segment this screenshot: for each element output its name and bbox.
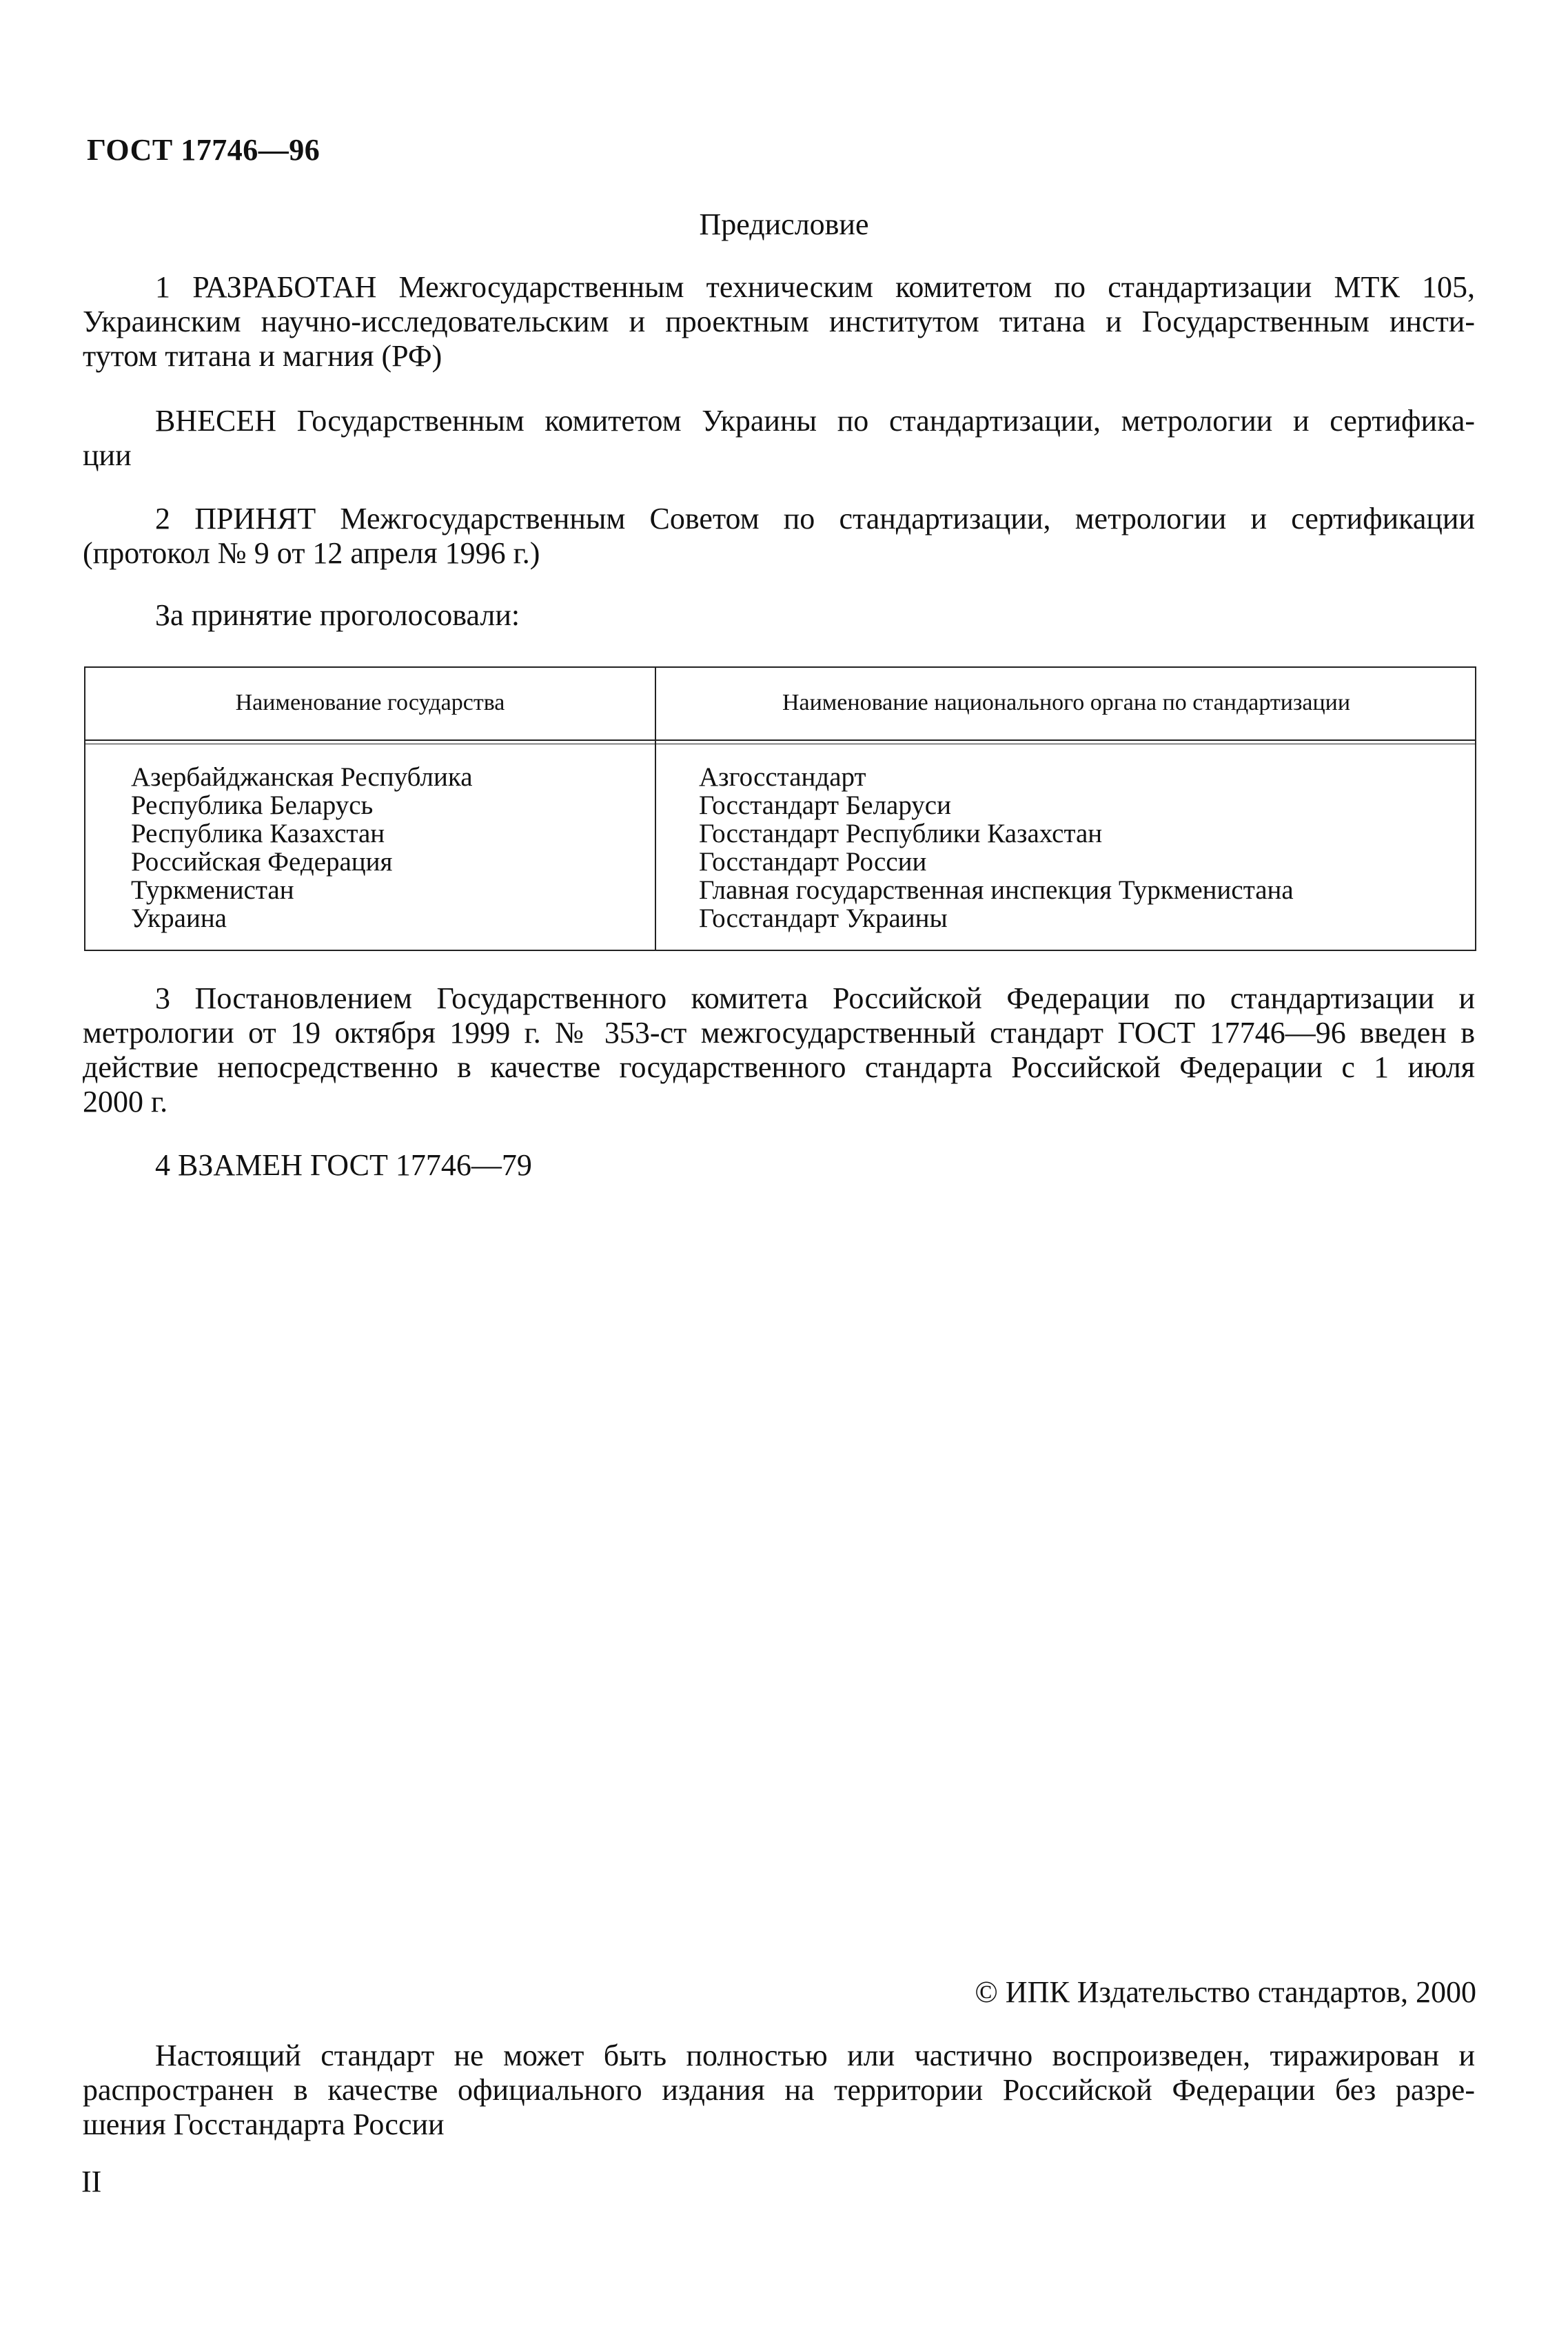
text-line: шения Госстандарта России <box>83 2107 445 2141</box>
state-list <box>131 763 473 932</box>
organ-cell: Главная государственная инспекция Туркменистана <box>699 875 1294 905</box>
text-line: (протокол № 9 от 12 апреля 1996 г.) <box>83 536 540 570</box>
paragraph-developed <box>83 270 1475 374</box>
text-line: За принятие проголосовали: <box>155 598 520 632</box>
organ-cell: Госстандарт Беларуси <box>699 790 951 820</box>
text-line: метрологии от 19 октября 1999 г. № 353-ст межгосударственный стандарт ГОСТ 17746—96 введен в <box>83 1016 1475 1050</box>
text-line: ВНЕСЕН Государственным комитетом Украины по стандартизации, метрологии и сертифика- <box>155 404 1475 438</box>
document-code: ГОСТ 17746—96 <box>87 133 320 167</box>
paragraph-replaces <box>83 1148 1475 1183</box>
voting-table <box>84 666 1476 951</box>
paragraph-adopted <box>83 502 1475 571</box>
page-number: II <box>81 2165 102 2198</box>
paragraph-introduced <box>83 404 1475 473</box>
text-line: ции <box>83 438 132 472</box>
text-line: 1 РАЗРАБОТАН Межгосударственным техническим комитетом по стандартизации МТК 105, <box>155 270 1475 304</box>
state-cell: Украина <box>131 904 227 933</box>
organ-cell: Госстандарт Республики Казахстан <box>699 819 1103 848</box>
text-line: тутом титана и магния (РФ) <box>83 339 442 373</box>
text-line: действие непосредственно в качестве государственного стандарта Российской Федерации с 1 июля <box>83 1050 1475 1084</box>
text-line: 4 ВЗАМЕН ГОСТ 17746—79 <box>155 1148 532 1182</box>
text-line: 2 ПРИНЯТ Межгосударственным Советом по стандартизации, метрологии и сертификации <box>155 502 1475 535</box>
text-line: распространен в качестве официального издания на территории Российской Федерации без разре- <box>83 2073 1475 2107</box>
copyright-notice: © ИПК Издательство стандартов, 2000 <box>975 1975 1476 2009</box>
paragraph-voted <box>83 598 1475 633</box>
text-line: Украинским научно-исследовательским и проектным институтом титана и Государственным инсти- <box>83 305 1475 338</box>
text-line: Настоящий стандарт не может быть полностью или частично воспроизведен, тиражирован и <box>155 2039 1475 2072</box>
text-line: 2000 г. <box>83 1085 168 1119</box>
table-header-organ: Наименование национального органа по стандартизации <box>782 690 1351 715</box>
table-header-state: Наименование государства <box>235 690 505 715</box>
state-cell: Азербайджанская Республика <box>131 762 473 792</box>
organ-cell: Госстандарт России <box>699 847 927 877</box>
text-line: 3 Постановлением Государственного комитета Российской Федерации по стандартизации и <box>155 981 1475 1015</box>
table-header-divider <box>85 739 1475 744</box>
state-cell: Республика Беларусь <box>131 790 374 820</box>
paragraph-resolution <box>83 981 1475 1119</box>
state-cell: Туркменистан <box>131 875 294 905</box>
organ-cell: Азгосстандарт <box>699 762 866 792</box>
organ-list <box>699 763 1294 932</box>
foreword-heading: Предисловие <box>699 207 869 241</box>
state-cell: Российская Федерация <box>131 847 393 877</box>
state-cell: Республика Казахстан <box>131 819 385 848</box>
reproduction-notice <box>83 2039 1475 2142</box>
organ-cell: Госстандарт Украины <box>699 904 948 933</box>
